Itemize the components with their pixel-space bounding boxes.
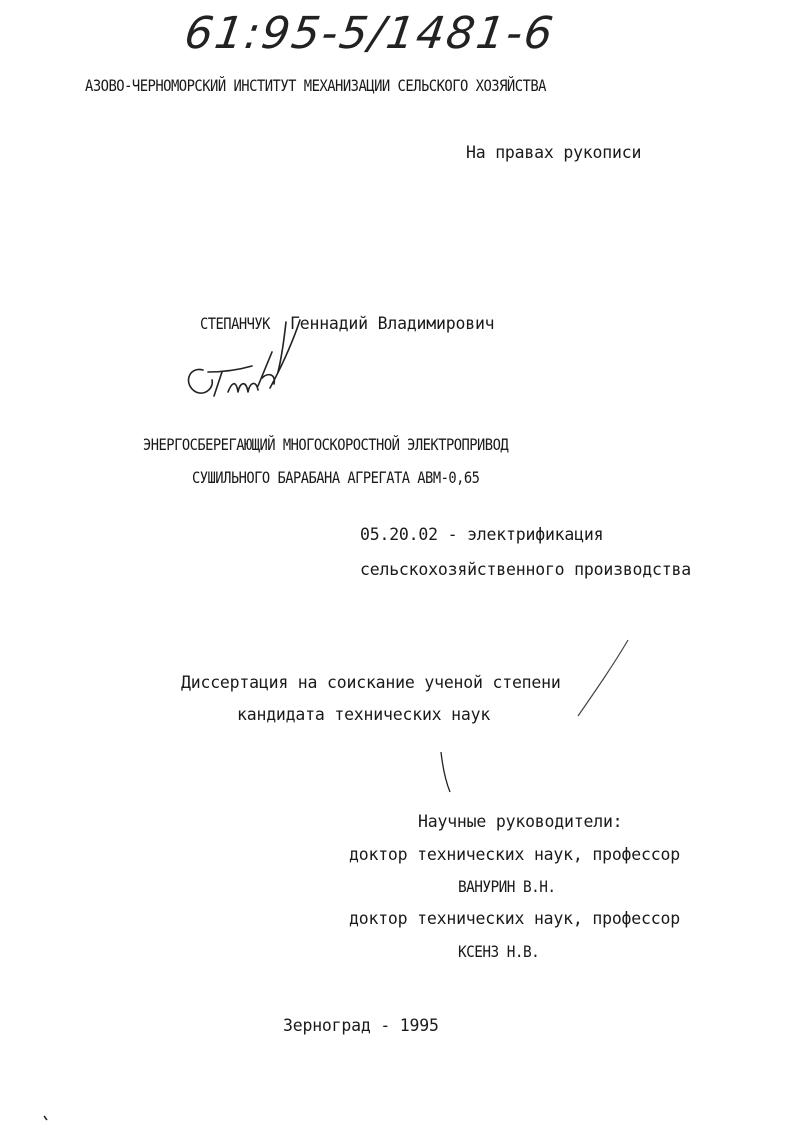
thesis-title-line-2: СУШИЛЬНОГО БАРАБАНА АГРЕГАТА АВМ-0,65 — [192, 468, 480, 487]
archive-code: 61:95-5/1481-6 — [181, 8, 558, 59]
specialty-line-1: 05.20.02 - электрификация — [360, 525, 604, 544]
supervisor-2-title: доктор технических наук, профессор — [349, 909, 680, 928]
pencil-tick-mark — [441, 752, 450, 792]
supervisor-1-title: доктор технических наук, профессор — [349, 845, 680, 864]
degree-line-2: кандидата технических наук — [237, 705, 491, 724]
page-speck — [44, 1116, 47, 1120]
supervisors-heading: Научные руководители: — [418, 812, 623, 831]
manuscript-note: На правах рукописи — [466, 143, 642, 162]
specialty-line-2: сельскохозяйственного производства — [360, 560, 691, 579]
author-signature — [189, 320, 300, 396]
author-given-names: Геннадий Владимирович — [290, 314, 495, 333]
degree-line-1: Диссертация на соискание ученой степени — [181, 673, 561, 692]
thesis-title-line-1: ЭНЕРГОСБЕРЕГАЮЩИЙ МНОГОСКОРОСТНОЙ ЭЛЕКТРОПРИВОД — [143, 435, 509, 454]
supervisor-1-name: ВАНУРИН В.Н. — [458, 877, 556, 896]
pencil-slash-mark — [578, 640, 628, 716]
supervisor-2-name: КСЕНЗ Н.В. — [458, 942, 540, 961]
author-surname: СТЕПАНЧУК — [200, 314, 270, 333]
place-year: Зерноград - 1995 — [283, 1016, 439, 1035]
institute-name: АЗОВО-ЧЕРНОМОРСКИЙ ИНСТИТУТ МЕХАНИЗАЦИИ СЕЛЬСКОГО ХОЗЯЙСТВА — [85, 76, 546, 95]
